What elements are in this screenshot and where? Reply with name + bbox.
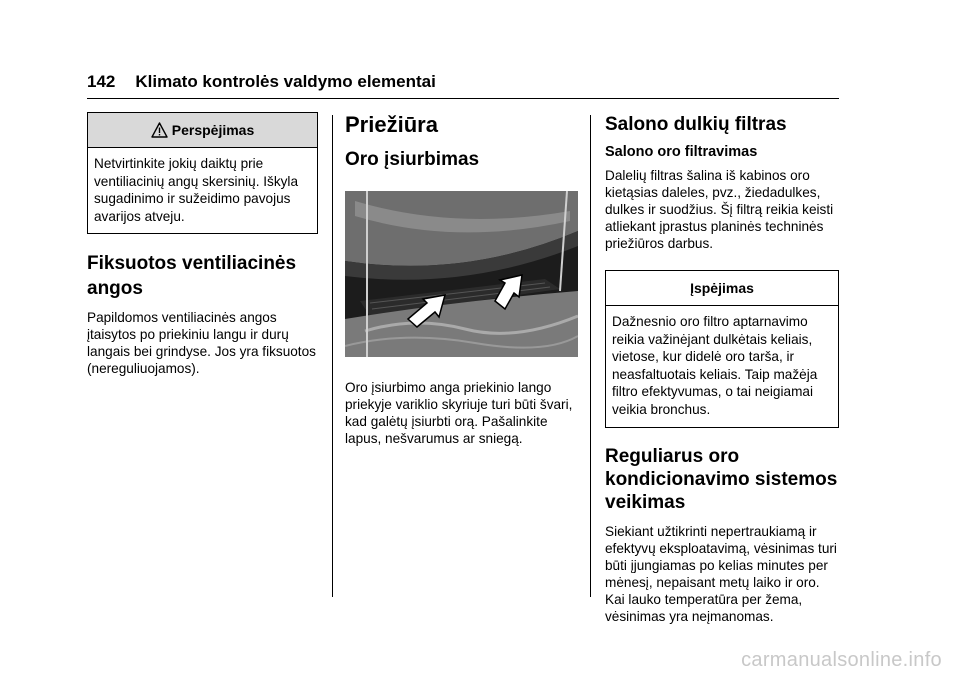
column-divider-2 <box>590 115 591 597</box>
section-heading-fixed-vents: Fiksuotos ventiliacinės angos <box>87 253 297 300</box>
fixed-vents-paragraph: Papildomos ventiliacinės angos įtaisytos po priekiniu langu ir durų langais bei grindyse. Jos yra fiksuotos (nereguliuojamos). <box>87 310 316 377</box>
notice-text: Dažnesnio oro filtro aptarnavimo reikia važinėjant dulkėtais keliais, vietose, kur didelė oro tarša, ir neasfaltuotais keliais. Taip mažėja filtro efektyvumas, o tai neigiamai veikia bronchus. <box>612 314 818 417</box>
watermark: carmanualsonline.info <box>741 649 942 671</box>
header-rule <box>87 98 839 99</box>
left-column <box>87 112 318 377</box>
right-column <box>605 112 839 625</box>
ac-operation-paragraph: Siekiant užtikrinti nepertraukiamą ir efektyvų eksploatavimą, vėsinimas turi būti įjungiamas po kelias minutes per mėnesį, nepaisant metų laiko ir oro. Kai lauko temperatūra per žema, vėsinimas yra neįmanomas. <box>605 523 837 624</box>
notice-title: Įspėjimas <box>606 271 838 306</box>
page-header-title: Klimato kontrolės valdymo elementai <box>135 72 436 91</box>
page-number: 142 <box>87 72 116 91</box>
air-intake-photo <box>345 191 578 357</box>
section-heading-cabin-filter: Salono dulkių filtras <box>605 114 787 135</box>
middle-column <box>345 112 579 447</box>
notice-box <box>605 270 839 428</box>
section-heading-ac-operation: Reguliarus oro kondicionavimo sistemos veikimas <box>605 445 838 513</box>
warning-box-header <box>88 113 317 148</box>
column-divider-1 <box>332 115 333 597</box>
air-intake-paragraph: Oro įsiurbimo anga priekinio lango priekyje variklio skyriuje turi būti švari, kad galėtų įsiurbti orą. Pašalinkite lapus, nešvarumus ar sniegą. <box>345 380 573 446</box>
warning-title: Perspėjimas <box>171 122 255 138</box>
warning-triangle-icon <box>151 122 168 138</box>
page-header <box>87 72 436 92</box>
section-heading-maintenance: Priežiūra <box>345 112 438 137</box>
subheading-air-intake: Oro įsiurbimas <box>345 149 480 170</box>
subheading-cabin-air-filtration: Salono oro filtravimas <box>605 144 758 160</box>
warning-text: Netvirtinkite jokių daiktų prie ventiliacinių angų skersinių. Iškyla sugadinimo ir sužeidimo pavojus avarijos atveju. <box>94 156 299 224</box>
cabin-filter-paragraph: Dalelių filtras šalina iš kabinos oro kietąsias daleles, pvz., žiedadulkes, dulkes ir suodžius. Šį filtrą reikia keisti atliekant įprastus planinės techninės priežiūros darbus. <box>605 168 834 251</box>
warning-box <box>87 112 318 234</box>
